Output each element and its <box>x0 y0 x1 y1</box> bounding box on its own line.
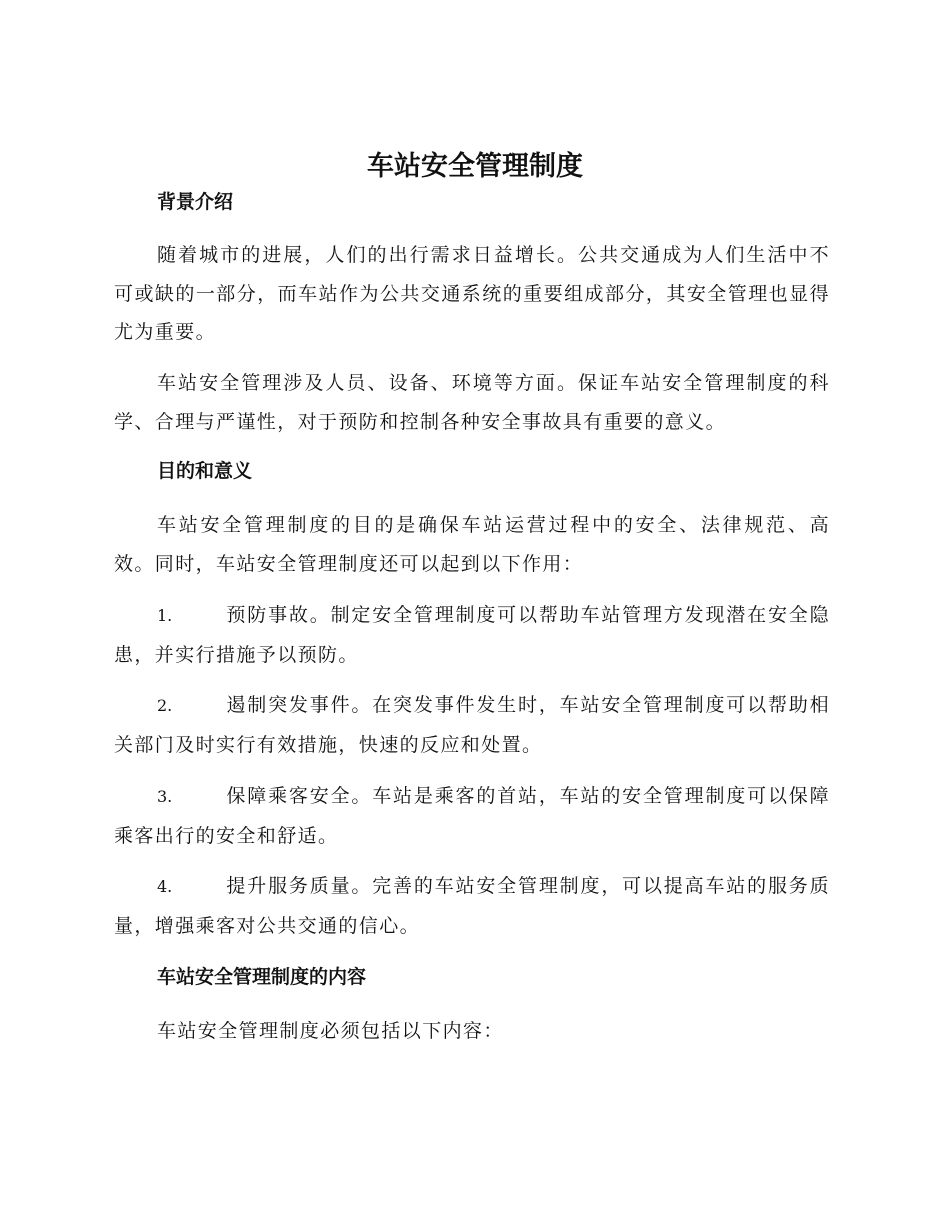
paragraph-background-1: 随着城市的进展，人们的出行需求日益增长。公共交通成为人们生活中不可或缺的一部分，而车站作为公共交通系统的重要组成部分，其安全管理也显得尤为重要。 <box>114 244 830 343</box>
section-heading-purpose: 目的和意义 <box>157 460 253 482</box>
list-item-text: 预防事故。制定安全管理制度可以帮助车站管理方发现潜在安全隐患，并实行措施予以预防。 <box>114 604 830 666</box>
list-item-text: 提升服务质量。完善的车站安全管理制度，可以提高车站的服务质量，增强乘客对公共交通的信心。 <box>114 875 830 937</box>
section-heading-content: 车站安全管理制度的内容 <box>157 966 367 988</box>
list-item <box>114 596 830 674</box>
list-item <box>114 686 830 764</box>
list-item <box>114 867 830 945</box>
paragraph-content-1: 车站安全管理制度必须包括以下内容： <box>157 1020 504 1042</box>
paragraph-background-2: 车站安全管理涉及人员、设备、环境等方面。保证车站安全管理制度的科学、合理与严谨性，对于预防和控制各种安全事故具有重要的意义。 <box>114 372 830 433</box>
section-heading-background: 背景介绍 <box>157 191 234 213</box>
list-item-number: 2. <box>157 696 173 715</box>
list-item-number: 1. <box>157 606 173 625</box>
list-item-number: 4. <box>157 877 173 896</box>
list-item <box>114 777 830 855</box>
paragraph-purpose-1: 车站安全管理制度的目的是确保车站运营过程中的安全、法律规范、高效。同时，车站安全管理制度还可以起到以下作用： <box>114 514 830 575</box>
list-item-number: 3. <box>157 787 173 806</box>
document-title: 车站安全管理制度 <box>367 151 583 182</box>
list-item-text: 保障乘客安全。车站是乘客的首站，车站的安全管理制度可以保障乘客出行的安全和舒适。 <box>114 785 830 847</box>
list-item-text: 遏制突发事件。在突发事件发生时，车站安全管理制度可以帮助相关部门及时实行有效措施，快速的反应和处置。 <box>114 694 830 756</box>
